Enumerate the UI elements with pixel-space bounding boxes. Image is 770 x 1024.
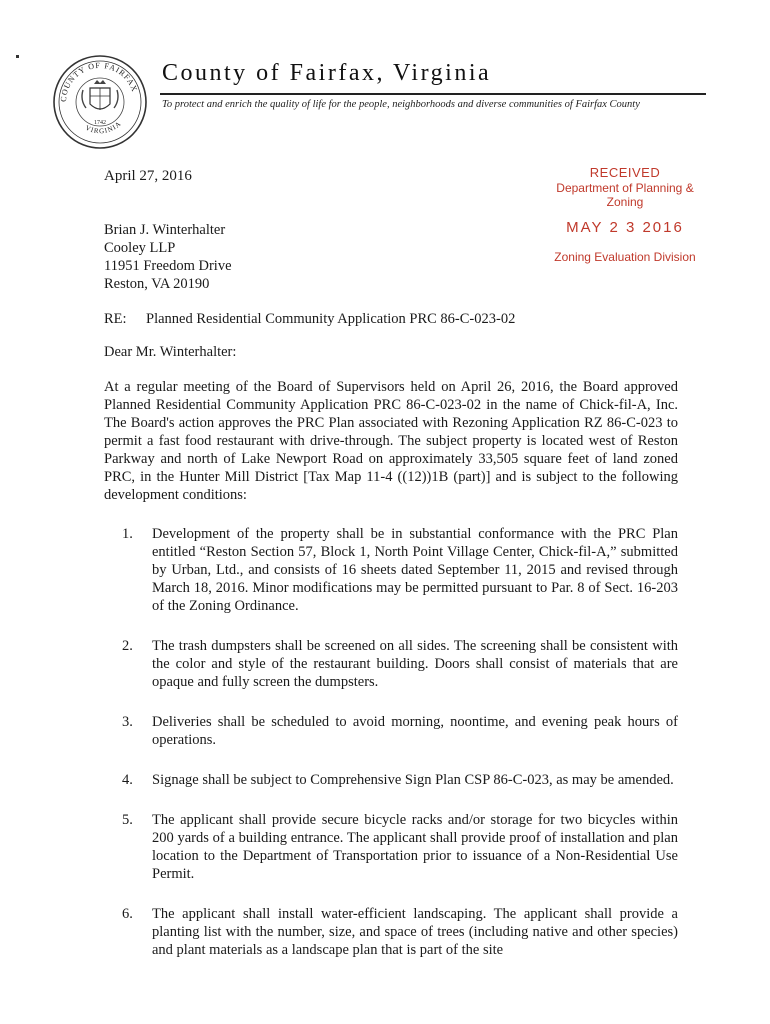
stamp-received: RECEIVED (589, 165, 661, 180)
letter-date: April 27, 2016 (104, 168, 192, 184)
condition-text: Development of the property shall be in substantial conformance with the PRC Plan entitled “Reston Section 57, Block 1, North Point Village Center, Chick-fil-A,” submitted by Urban, Ltd., and consists of 16 sheets dated September 11, 2015 and revised through March 18, 2016. Minor modifications may be permitted pursuant to Par. 8 of Sect. 16-203 of the Zoning Ordinance. (152, 526, 678, 614)
condition-text: The applicant shall provide secure bicycle racks and/or storage for two bicycles within 200 yards of a building entrance. The applicant shall provide proof of installation and plan location to the Department of Transportation prior to issuance of a Non-Residential Use Permit. (152, 812, 678, 882)
condition-item (104, 811, 678, 883)
intro-paragraph: At a regular meeting of the Board of Supervisors held on April 26, 2016, the Board approved Planned Residential Community Application PRC 86-C-023-02 in the name of Chick-fil-A, Inc. The Board's action approves the PRC Plan associated with Rezoning Application RZ 86-C-023 to permit a fast food restaurant with drive-through. The subject property is located west of Reston Parkway and north of Lake Newport Road on approximately 33,505 square feet of land zoned PRC, in the Hunter Mill District [Tax Map 11-4 ((12))1B (part)] and is subject to the following development conditions: (104, 379, 678, 503)
subject-label: RE: (104, 311, 127, 327)
condition-text: Deliveries shall be scheduled to avoid morning, noontime, and evening peak hours of operations. (152, 714, 678, 748)
addressee-block (104, 221, 232, 293)
condition-item (104, 771, 678, 789)
seal-top-text: COUNTY OF FAIRFAX (58, 60, 140, 103)
salutation: Dear Mr. Winterhalter: (104, 344, 237, 360)
condition-text: The applicant shall install water-efficient landscaping. The applicant shall provide a planting list with the number, size, and space of trees (including native and other species) and plant materials as a landscape plan that is part of the site (152, 906, 678, 958)
condition-number: 5. (122, 812, 133, 828)
scan-speck (16, 55, 19, 58)
condition-number: 6. (122, 906, 133, 922)
condition-item (104, 525, 678, 615)
condition-number: 4. (122, 772, 133, 788)
addressee-city: Reston, VA 20190 (104, 276, 210, 292)
seal-bottom-text: VIRGINIA (83, 119, 124, 136)
condition-text: The trash dumpsters shall be screened on all sides. The screening shall be consistent with the color and style of the restaurant building. Doors shall consist of materials that are opaque and fully screen the dumpsters. (152, 638, 678, 690)
subject-line (104, 311, 515, 328)
header-rule (160, 93, 706, 95)
county-seal-icon (50, 52, 150, 152)
condition-number: 1. (122, 526, 133, 542)
county-title: County of Fairfax, Virginia (162, 60, 492, 86)
stamp-division: Zoning Evaluation Division (554, 250, 696, 264)
received-stamp (540, 165, 710, 264)
stamp-date: MAY 2 3 2016 (566, 219, 684, 236)
stamp-department: Department of Planning & Zoning (556, 181, 694, 209)
condition-text: Signage shall be subject to Comprehensive Sign Plan CSP 86-C-023, as may be amended. (152, 772, 674, 788)
seal-year: 1742 (94, 120, 106, 126)
subject-text: Planned Residential Community Application PRC 86-C-023-02 (146, 311, 516, 327)
condition-item (104, 905, 678, 959)
condition-item (104, 637, 678, 691)
condition-number: 2. (122, 638, 133, 654)
development-conditions-list (104, 525, 678, 959)
addressee-street: 11951 Freedom Drive (104, 258, 232, 274)
addressee-firm: Cooley LLP (104, 240, 176, 256)
condition-item (104, 713, 678, 749)
county-tagline: To protect and enrich the quality of life for the people, neighborhoods and diverse communities of Fairfax County (162, 99, 640, 110)
condition-number: 3. (122, 714, 133, 730)
addressee-name: Brian J. Winterhalter (104, 222, 226, 238)
